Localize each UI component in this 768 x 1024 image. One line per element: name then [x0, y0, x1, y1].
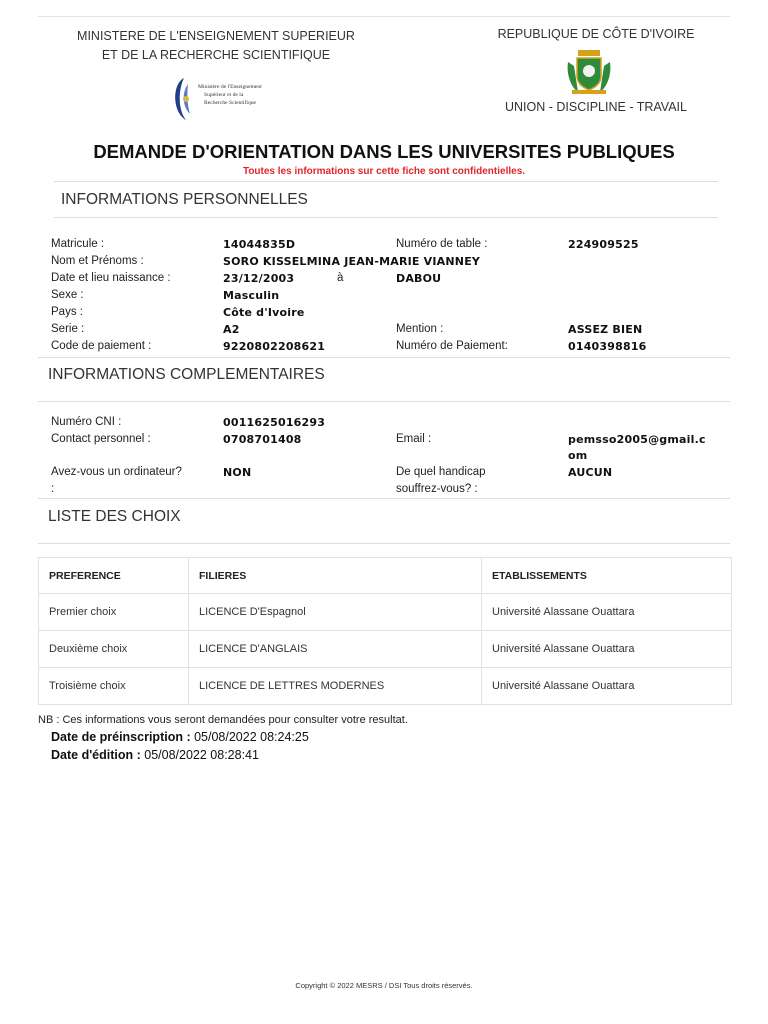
- ordinateur-value: NON: [223, 466, 252, 479]
- logo-text-3: Recherche Scientifique: [204, 100, 257, 106]
- logo-text-2: Supérieur et de la: [204, 92, 244, 98]
- sexe-value: Masculin: [223, 289, 280, 302]
- ministry-line-2: ET DE LA RECHERCHE SCIENTIFIQUE: [101, 48, 331, 62]
- handicap-label-line-2: souffrez-vous? :: [396, 483, 478, 495]
- numero-paiement-label: Numéro de Paiement:: [396, 340, 508, 352]
- table-row: [39, 593, 731, 630]
- numero-table-label: Numéro de table :: [396, 238, 488, 250]
- choices-table: [38, 557, 732, 705]
- republic-name: REPUBLIQUE DE CÔTE D'IVOIRE: [497, 27, 695, 41]
- table-row: [39, 630, 731, 667]
- pays-value: Côte d'Ivoire: [223, 306, 305, 319]
- header-preference: PREFERENCE: [49, 569, 121, 582]
- confidentiality-notice: Toutes les informations sur cette fiche sont confidentielles.: [242, 166, 526, 177]
- ministry-logo: [170, 74, 270, 124]
- email-value-line-1: pemsso2005@gmail.c: [568, 433, 706, 446]
- cell-filiere: LICENCE DE LETTRES MODERNES: [188, 668, 481, 704]
- pays-label: Pays :: [51, 306, 83, 318]
- section-divider-complementary: [38, 401, 730, 402]
- cell-etablissement: Université Alassane Ouattara: [481, 631, 731, 667]
- cni-value: 0011625016293: [223, 416, 326, 429]
- matricule-value: 14044835D: [223, 238, 296, 251]
- code-paiement-label: Code de paiement :: [51, 340, 152, 352]
- contact-label: Contact personnel :: [51, 433, 151, 445]
- table-row: [39, 667, 731, 704]
- sexe-label: Sexe :: [51, 289, 84, 301]
- ministry-line-1: MINISTERE DE L'ENSEIGNEMENT SUPERIEUR: [77, 29, 355, 43]
- handicap-value: AUCUN: [568, 466, 613, 479]
- cell-filiere: LICENCE D'ANGLAIS: [188, 631, 481, 667]
- edition-label: Date d'édition :: [51, 748, 141, 762]
- top-divider: [38, 16, 730, 17]
- naissance-a: à: [337, 272, 344, 284]
- numero-table-value: 224909525: [568, 238, 639, 251]
- nom-label: Nom et Prénoms :: [51, 255, 144, 267]
- naissance-label: Date et lieu naissance :: [51, 272, 171, 284]
- section-divider: [38, 357, 730, 358]
- header-etablissements: ETABLISSEMENTS: [481, 558, 731, 593]
- national-motto: UNION - DISCIPLINE - TRAVAIL: [505, 100, 687, 114]
- page-title: DEMANDE D'ORIENTATION DANS LES UNIVERSITES PUBLIQUES: [93, 141, 675, 162]
- header-filieres: FILIERES: [188, 558, 481, 593]
- mention-value: ASSEZ BIEN: [568, 323, 643, 336]
- serie-value: A2: [223, 323, 240, 336]
- cell-preference: Deuxième choix: [49, 643, 128, 655]
- section-title-choices: LISTE DES CHOIX: [48, 508, 181, 525]
- section-divider-personal: [54, 217, 718, 218]
- ordinateur-label-line-1: Avez-vous un ordinateur?: [51, 466, 182, 478]
- handicap-label-line-1: De quel handicap: [396, 466, 486, 478]
- email-value-line-2: om: [568, 449, 588, 462]
- serie-label: Serie :: [51, 323, 85, 335]
- cell-filiere: LICENCE D'Espagnol: [188, 594, 481, 630]
- section-divider-choices: [38, 543, 730, 544]
- copyright-footer: Copyright © 2022 MESRS / DSI Tous droits réservés.: [295, 981, 473, 990]
- cni-label: Numéro CNI :: [51, 416, 122, 428]
- title-divider: [54, 181, 718, 182]
- cell-preference: Troisième choix: [49, 680, 126, 692]
- contact-value: 0708701408: [223, 433, 302, 446]
- logo-text-1: Ministère de l'Enseignement: [198, 84, 262, 90]
- ordinateur-label-line-2: :: [51, 483, 55, 495]
- preinscription-value: 05/08/2022 08:24:25: [190, 730, 309, 744]
- preinscription-date: [51, 730, 309, 744]
- nom-value: SORO KISSELMINA JEAN-MARIE VIANNEY: [223, 255, 481, 268]
- coat-of-arms-icon: [564, 46, 614, 96]
- ministry-heading: [60, 27, 372, 65]
- edition-value: 05/08/2022 08:28:41: [140, 748, 259, 762]
- cell-etablissement: Université Alassane Ouattara: [481, 668, 731, 704]
- section-divider: [38, 498, 730, 499]
- mention-label: Mention :: [396, 323, 444, 335]
- nb-notice: NB : Ces informations vous seront demandées pour consulter votre resultat.: [38, 714, 408, 726]
- code-paiement-value: 9220802208621: [223, 340, 326, 353]
- numero-paiement-value: 0140398816: [568, 340, 647, 353]
- table-header-row: [39, 558, 731, 593]
- cell-etablissement: Université Alassane Ouattara: [481, 594, 731, 630]
- lieu-naissance-value: DABOU: [396, 272, 442, 285]
- edition-date: [51, 748, 259, 762]
- section-title-personal: INFORMATIONS PERSONNELLES: [61, 191, 308, 208]
- section-title-complementary: INFORMATIONS COMPLEMENTAIRES: [48, 366, 325, 383]
- matricule-label: Matricule :: [51, 238, 105, 250]
- date-naissance-value: 23/12/2003: [223, 272, 295, 285]
- cell-preference: Premier choix: [49, 606, 117, 618]
- email-label: Email :: [396, 433, 432, 445]
- preinscription-label: Date de préinscription :: [51, 730, 191, 744]
